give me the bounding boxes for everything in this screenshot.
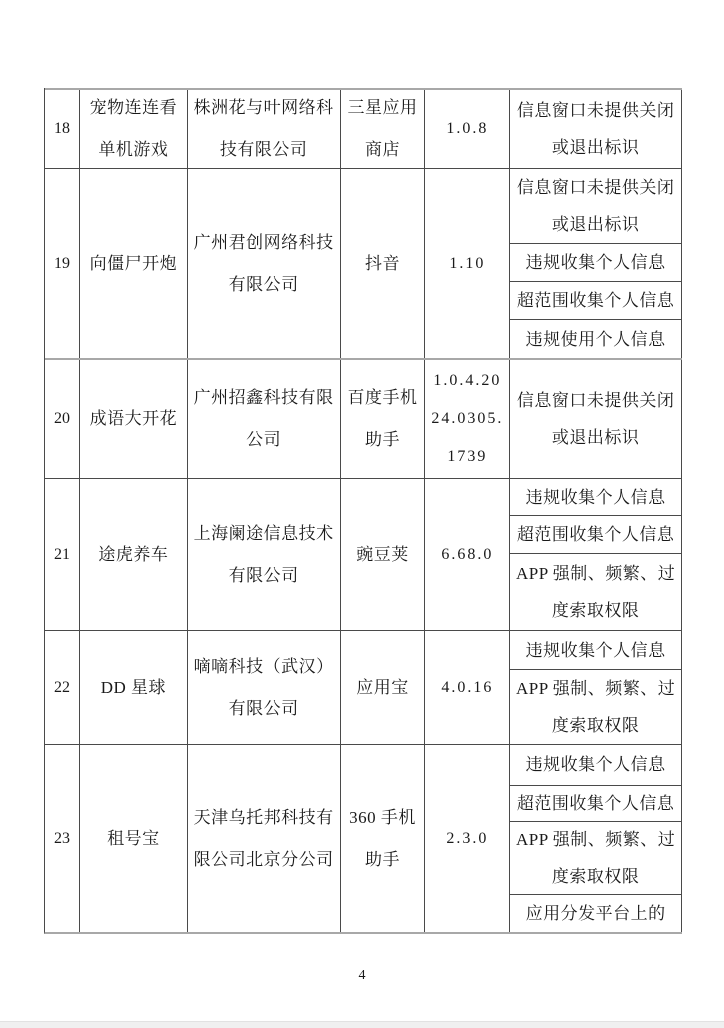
violation-item: 应用分发平台上的	[510, 894, 681, 932]
violation-item: 超范围收集个人信息	[510, 785, 681, 821]
table-row	[45, 358, 682, 478]
cell-company: 嘀嘀科技（武汉）有限公司	[188, 631, 341, 744]
page-bottom-gap	[0, 1021, 724, 1028]
cell-company: 株洲花与叶网络科技有限公司	[188, 90, 341, 168]
violations-cell	[510, 479, 682, 630]
violation-item: 超范围收集个人信息	[510, 281, 681, 319]
violation-item: 违规收集个人信息	[525, 487, 666, 507]
violations-cell	[510, 745, 682, 932]
cell-company: 上海阑途信息技术有限公司	[188, 479, 341, 630]
cell-company: 天津乌托邦科技有限公司北京分公司	[188, 745, 341, 932]
violation-item: 信息窗口未提供关闭或退出标识	[516, 178, 675, 234]
cell-store: 豌豆荚	[341, 479, 426, 630]
violations-cell	[510, 169, 682, 358]
table-row	[45, 478, 682, 630]
apps-table	[44, 88, 682, 934]
cell-store: 百度手机助手	[341, 360, 426, 478]
cell-company: 广州招鑫科技有限公司	[188, 360, 341, 478]
cell-store: 抖音	[341, 169, 426, 358]
cell-app-name: 成语大开花	[80, 360, 188, 478]
table-row	[45, 744, 682, 932]
cell-app-name: 宠物连连看单机游戏	[80, 90, 188, 168]
violation-item: 违规使用个人信息	[510, 319, 681, 358]
cell-app-name: DD 星球	[80, 631, 188, 744]
cell-index: 18	[45, 90, 80, 168]
cell-store: 三星应用商店	[341, 90, 426, 168]
cell-app-name: 途虎养车	[80, 479, 188, 630]
table-row	[45, 168, 682, 358]
violation-item: 违规收集个人信息	[525, 755, 666, 775]
violation-item: 违规收集个人信息	[525, 640, 666, 660]
violation-item: 信息窗口未提供关闭或退出标识	[516, 391, 675, 447]
cell-version: 1.0.4.2024.0305.1739	[425, 360, 510, 478]
cell-app-name: 租号宝	[80, 745, 188, 932]
cell-store: 360 手机助手	[341, 745, 426, 932]
cell-index: 21	[45, 479, 80, 630]
cell-version: 4.0.16	[425, 631, 510, 744]
violation-item: APP 强制、频繁、过度索取权限	[510, 669, 681, 744]
violation-item: APP 强制、频繁、过度索取权限	[510, 821, 681, 895]
violation-item: 违规收集个人信息	[510, 243, 681, 281]
cell-index: 22	[45, 631, 80, 744]
violation-item: 超范围收集个人信息	[510, 515, 681, 553]
cell-index: 23	[45, 745, 80, 932]
cell-company: 广州君创网络科技有限公司	[188, 169, 341, 358]
violations-cell	[510, 631, 682, 744]
page-number: 4	[358, 968, 366, 983]
cell-index: 19	[45, 169, 80, 358]
table-row	[45, 630, 682, 744]
violation-item: 信息窗口未提供关闭或退出标识	[516, 101, 675, 157]
cell-store: 应用宝	[341, 631, 426, 744]
cell-version: 6.68.0	[425, 479, 510, 630]
table-row	[45, 88, 682, 168]
cell-version: 1.10	[425, 169, 510, 358]
cell-index: 20	[45, 360, 80, 478]
violations-cell	[510, 360, 682, 478]
cell-version: 2.3.0	[425, 745, 510, 932]
cell-app-name: 向僵尸开炮	[80, 169, 188, 358]
violations-cell	[510, 90, 682, 168]
cell-version: 1.0.8	[425, 90, 510, 168]
violation-item: APP 强制、频繁、过度索取权限	[510, 553, 681, 630]
